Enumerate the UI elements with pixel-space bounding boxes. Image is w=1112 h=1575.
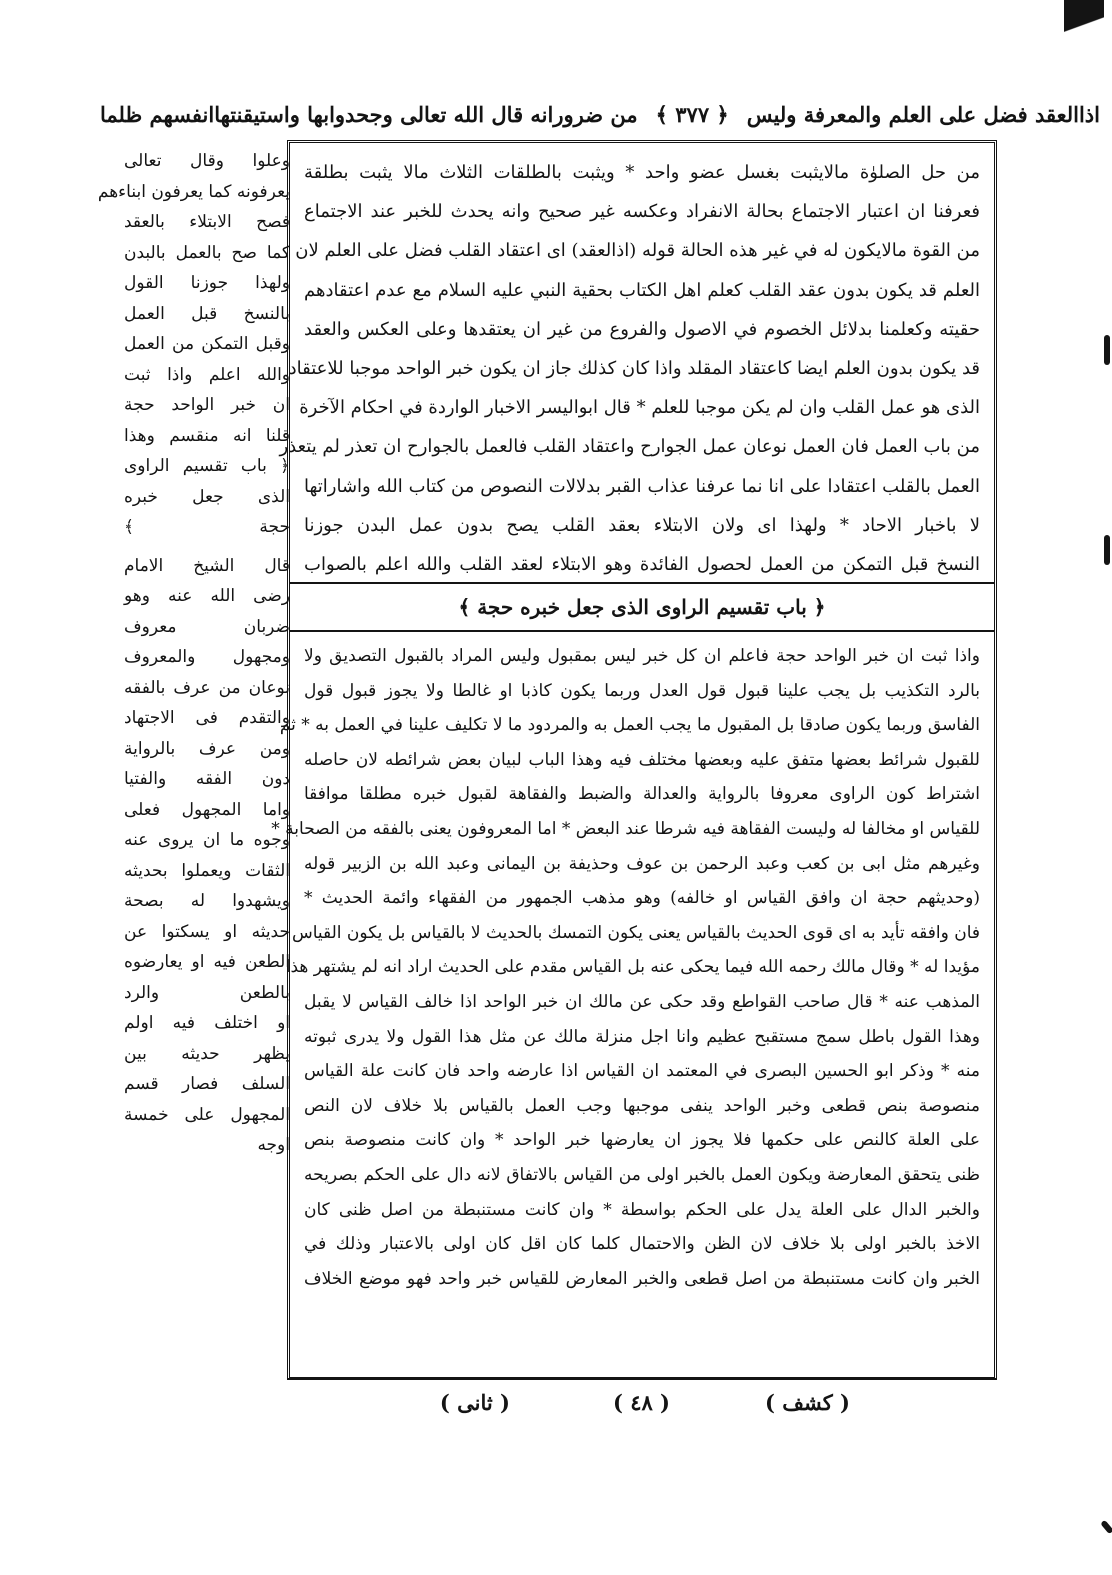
text-line: واذا ثبت ان خبر الواحد حجة فاعلم ان كل خبر ليس بمقبول وليس المراد بالقبول التصديق ولا — [304, 646, 980, 666]
text-line: لا باخبار الاحاد * ولهذا اى ولان الابتلاء بعقد القلب يصح بدون عمل البدن جوزنا — [304, 514, 980, 536]
book-signature: ( كشف ) — [765, 1390, 850, 1415]
section-heading: ﴿ باب تقسيم الراوى الذى جعل خبره حجة ﴾ — [458, 595, 826, 619]
text-line: الذى هو عمل القلب وان لم يكن موجبا للعلم * قال ابواليسر الاخبار الواردة في احكام الآخرة — [299, 397, 980, 419]
margin-line: ان خبر الواحد حجة — [124, 395, 290, 415]
margin-line: بالطعن والرد — [124, 982, 290, 1003]
text-line: العمل بالقلب اعتقادا على انا نما عرفنا عذاب القبر بدلالات النصوص من كتاب الله واشاراتها — [304, 475, 980, 497]
page-footer — [300, 1384, 1000, 1424]
margin-line: اوجه — [257, 1135, 290, 1155]
bottom-rule — [287, 1378, 997, 1380]
text-line: الاخذ بالخبر اولى بلا خلاف لان الظن والاحتمال كلما كان اقل كان اولى بالاعتبار وذلك في — [304, 1234, 980, 1255]
sheet-number: ( ٤٨ ) — [612, 1390, 670, 1415]
scan-edge-mark — [1100, 1520, 1112, 1535]
main-text-upper — [279, 153, 981, 581]
margin-line: والتقدم فى الاجتهاد — [124, 708, 290, 728]
margin-line: واما المجهول فعلى — [124, 799, 290, 820]
text-line: منصوصة بنص قطعى وخبر الواحد ينفى موجبها وجب العمل بالقياس بلا خلاف لان النص — [304, 1095, 980, 1116]
text-line: فان وافقه تأيد به اى قوى الحديث بالقياس يعنى يكون التمسك بالحديث لا بالقياس بل يكون القياس — [291, 922, 980, 943]
margin-text-column — [97, 146, 290, 1546]
scan-corner-mark — [1064, 0, 1104, 90]
text-line: بالرد التكذيب بل يجب علينا قبول قول العدل وربما يكون كاذبا او غالطا ولا يجوز قبول قول — [304, 680, 980, 701]
margin-line: حجة ﴾ — [124, 517, 290, 537]
scan-edge-mark — [1104, 535, 1110, 565]
margin-line: ومجهول والمعروف — [124, 647, 290, 667]
text-line: من القوة مالايكون له في غير هذه الحالة قوله (اذالعقد) اى اعتقاد القلب فضل على العلم لان — [295, 240, 980, 262]
margin-line: دون الفقه والفتيا — [124, 769, 290, 789]
margin-line: يعرفونه كما يعرفون ابناءهم — [97, 181, 290, 202]
margin-line: وقبل التمكن من العمل — [124, 334, 290, 354]
margin-line: فصح الابتلاء بالعقد — [124, 212, 290, 232]
text-line: حقيته وكعلمنا بدلائل الخصوم في الاصول والفروع من غير ان يعتقدها وعلى العكس والعقد — [304, 318, 981, 340]
text-line: للقياس او مخالفا له وليست الفقاهة فيه شرطا عند البعض * اما المعروفون يعنى بالفقه من الصحابة * — [271, 818, 980, 839]
margin-line: نوعان من عرف بالفقه — [124, 677, 290, 698]
margin-line: الطعن فيه او يعارضوه — [124, 952, 290, 972]
text-line: (وحديثهم حجة ان وافق القياس او خالفه) وهو مذهب الجمهور من الفقهاء وائمة الحديث * — [304, 888, 980, 909]
margin-line: وعلوا وقال تعالى — [124, 151, 290, 171]
margin-text-block-upper — [97, 146, 290, 543]
margin-line: كما صح بالعمل بالبدن — [124, 242, 290, 263]
margin-line: الثقات ويعملوا بحديثه — [124, 860, 290, 881]
running-head-left: من ضرورانه قال الله تعالى وجحدوابها واستيقنتهاانفسهم ظلما — [100, 101, 638, 127]
margin-line: ﴿ باب تقسيم الراوى — [124, 456, 290, 476]
text-line: فعرفنا ان اعتبار الاجتماع بحالة الانفراد وعكسه غير صحيح وانه يحدث للخبر عند الاجتماع — [304, 201, 980, 223]
page-number: ﴿ ٣٧٧ ﴾ — [655, 101, 729, 127]
margin-line: وجوه ما ان يروى عنه — [124, 830, 290, 850]
margin-line: قال الشيخ الامام — [124, 555, 290, 576]
margin-line: رضى الله عنه وهو — [124, 586, 290, 606]
text-line: من حل الصلوٰة مالايثبت بغسل عضو واحد * ويثبت بالطلقات الثلاث مالا يثبت بطلقة — [304, 162, 980, 183]
margin-line: ومن عرف بالرواية — [124, 738, 290, 759]
margin-line: حديثه او يسكتوا عن — [124, 921, 290, 942]
text-line: النسخ قبل التمكن من العمل لحصول الفائدة وهو الابتلاء لعقد القلب والله اعلم بالصواب — [304, 554, 980, 576]
divider-rule — [290, 582, 994, 584]
running-head — [100, 96, 1100, 132]
text-line: مؤيدا له * وقال مالك رحمه الله فيما يحكى عنه بل القياس مقدم على الحديث اراد انه لم يشتهر هذا — [285, 957, 980, 978]
running-head-right: اذاالعقد فضل على العلم والمعرفة وليس — [746, 101, 1100, 127]
text-line: ظنى يتحقق المعارضة ويكون العمل بالخبر اولى من القياس بالاتفاق لانه دال على الحكم بصريحه — [304, 1164, 980, 1185]
text-line: والخبر الدال على العلة يدل على الحكم بواسطة * وان كانت مستنبطة من اصل ظنى كان — [304, 1199, 980, 1220]
margin-line: والله اعلم واذا ثبت — [124, 364, 290, 385]
text-line: الخبر وان كانت مستنبطة من اصل قطعى والخبر المعارض للقياس خبر واحد فهو موضع الخلاف — [304, 1268, 980, 1289]
margin-line: قلنا انه منقسم وهذا — [124, 425, 290, 446]
margin-text-block-lower — [124, 551, 290, 1161]
text-line: وهذا القول باطل سمج مستقبح عظيم وانا اجل منزلة مالك عن مثل هذا القول ولا يدرى ثبوته — [304, 1026, 980, 1047]
volume-label: ( ثانى ) — [439, 1390, 510, 1415]
text-line: من باب العمل فان العمل نوعان عمل الجوارح واعتقاد القلب فالعمل بالجوارح ان تعذر لم يتعذر — [279, 436, 980, 458]
margin-line: ولهذا جوزنا القول — [124, 273, 290, 293]
margin-line: يظهر حديثه بين — [124, 1043, 290, 1064]
margin-line: او اختلف فيه اولم — [124, 1013, 290, 1033]
margin-line: بالنسخ قبل العمل — [124, 303, 290, 324]
text-line: العلم قد يكون بدون عقد القلب كعلم اهل الكتاب بحقية النبي عليه السلام مع عدم اعتقادهم — [304, 279, 980, 301]
margin-line: ويشهدوا له بصحة — [124, 891, 290, 911]
divider-rule — [290, 630, 994, 632]
scan-edge-mark — [1104, 335, 1110, 365]
margin-line: الذى جعل خبره — [124, 486, 290, 507]
text-line: اشتراط كون الراوى معروفا بالرواية والعدالة والضبط والفقاهة لقبول خبره مطلقا موافقا — [304, 784, 980, 805]
text-line: وغيرهم مثل ابى بن كعب وعبد الرحمن بن عوف وحذيفة بن اليمانى وعبد الله بن الزبير قوله — [304, 853, 980, 874]
text-line: المذهب عنه * قال صاحب القواطع وقد حكى عن مالك ان خبر الواحد اذا خالف القياس لا يقبل — [304, 991, 980, 1012]
text-line: قد يكون بدون العلم ايضا كاعتقاد المقلد واذا كان كذلك جاز ان يكون خبر الواحد موجبا للاعتقاد — [288, 358, 980, 380]
text-line: على العلة كالنص على حكمها فلا يجوز ان يعارضها خبر الواحد * وان كانت منصوصة بنص — [304, 1130, 980, 1151]
margin-line: ضربان معروف — [124, 616, 290, 637]
text-line: الفاسق وربما يكون صادقا بل المقبول ما يجب العمل به والمردود ما لا تكليف علينا في العمل به * ثم — [279, 715, 980, 736]
text-line: منه * وذكر ابو الحسين البصرى في المعتمد ان القياس اذا عارضه واحد فان كانت علة القياس — [304, 1061, 980, 1082]
margin-line: السلف فصار قسم — [124, 1074, 290, 1094]
margin-line: المجهول على خمسة — [124, 1104, 290, 1125]
text-line: للقبول شرائط بعضها متفق عليه وبعضها مختلف فيه وهذا الباب لبيان بعض شرائطه لان حاصله — [304, 749, 980, 770]
